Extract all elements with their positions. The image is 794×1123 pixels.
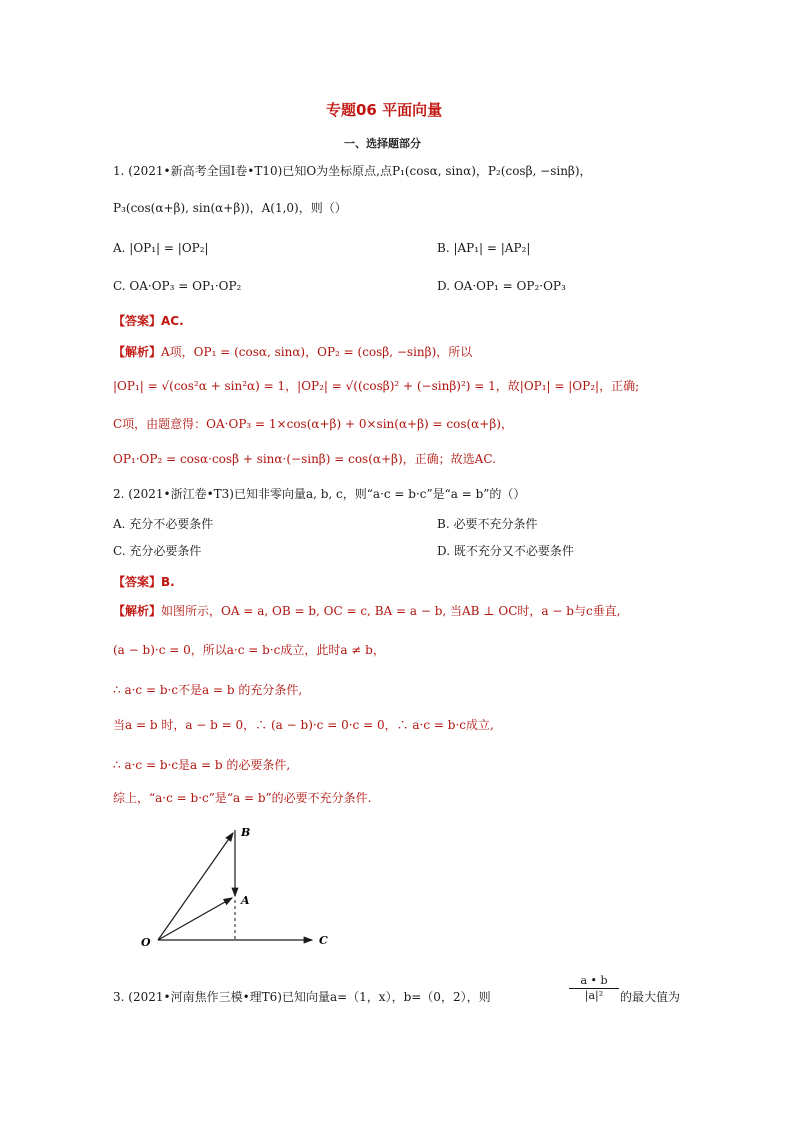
q1-solution-3: C项，由题意得：OA·OP₃ = 1×cos(α+β) + 0×sin(α+β) = cos(α+β)， xyxy=(113,417,513,431)
section-heading: 一、选择题部分 xyxy=(344,137,421,150)
q1-answer-label: 【答案】 xyxy=(113,314,162,328)
q2-answer-label: 【答案】 xyxy=(113,575,162,589)
q2-solution-3: ∴ a·c = b·c不是a = b 的充分条件, xyxy=(113,683,303,697)
q3-stem: 3. (2021•河南焦作三模•理T6)已知向量a=（1，x），b=（0，2），则 xyxy=(113,990,491,1004)
q2-analysis-line1 xyxy=(113,600,620,619)
q2-analysis-label: 【解析】 xyxy=(113,604,162,618)
q3-stem-end: 的最大值为 xyxy=(620,990,681,1004)
q1-stem-line2: P₃(cos(α+β), sin(α+β))，A(1,0)，则（） xyxy=(113,201,347,215)
q2-stem: 2. (2021•浙江卷•T3)已知非零向量a, b, c，则“a·c = b·c”是“a = b”的（） xyxy=(113,487,526,501)
q3-fraction-numerator: a • b xyxy=(569,974,619,989)
label-point-o: O xyxy=(141,936,151,949)
q3-fraction-denominator: |a|² xyxy=(584,989,604,1002)
q2-answer-value: B. xyxy=(161,575,175,589)
q1-option-d: D. OA·OP₁ = OP₂·OP₃ xyxy=(437,279,566,293)
q1-answer-value: AC. xyxy=(161,314,184,328)
page-title: 专题06 平面向量 xyxy=(326,101,443,119)
q1-solution-2: |OP₁| = √(cos²α + sin²α) = 1，|OP₂| = √((cosβ)² + (−sinβ)²) = 1，故|OP₁| = |OP₂|，正确; xyxy=(113,379,640,393)
q1-solution-4: OP₁·OP₂ = cosα·cosβ + sinα·(−sinβ) = cos(α+β)，正确；故选AC. xyxy=(113,452,496,466)
q1-analysis-label: 【解析】 xyxy=(113,345,162,359)
q1-option-a: A. |OP₁| = |OP₂| xyxy=(113,241,209,255)
q2-answer xyxy=(113,571,175,590)
q2-option-b: B. 必要不充分条件 xyxy=(437,517,538,531)
q1-stem-line1: 1. (2021•新高考全国Ⅰ卷•T10)已知O为坐标原点,点P₁(cosα, sinα)，P₂(cosβ, −sinβ)， xyxy=(113,164,592,178)
label-point-c: C xyxy=(319,934,328,947)
vector-figure xyxy=(135,818,355,958)
q2-solution-5: ∴ a·c = b·c是a = b 的必要条件, xyxy=(113,758,291,772)
label-point-a: A xyxy=(241,894,250,907)
q2-solution-6: 综上，“a·c = b·c”是“a = b”的必要不充分条件. xyxy=(113,791,372,805)
q2-option-c: C. 充分必要条件 xyxy=(113,544,202,558)
q2-solution-4: 当a = b 时，a − b = 0，∴ (a − b)·c = 0·c = 0，∴ a·c = b·c成立, xyxy=(113,718,494,732)
q3-fraction xyxy=(569,974,619,1003)
q2-option-d: D. 既不充分又不必要条件 xyxy=(437,544,574,558)
vector-ob xyxy=(158,833,233,940)
q2-option-a: A. 充分不必要条件 xyxy=(113,517,214,531)
q1-answer xyxy=(113,310,184,329)
q1-solution-1: A项，OP₁ = (cosα, sinα)，OP₂ = (cosβ, −sinβ)，所以 xyxy=(161,345,473,359)
label-point-b: B xyxy=(241,826,251,839)
q2-solution-2: (a − b)·c = 0，所以a·c = b·c成立，此时a ≠ b， xyxy=(113,643,385,657)
q1-analysis-line1 xyxy=(113,341,472,360)
vector-oa xyxy=(158,898,232,940)
q1-option-b: B. |AP₁| = |AP₂| xyxy=(437,241,531,255)
q2-solution-1: 如图所示，OA = a, OB = b, OC = c, BA = a − b, 当AB ⊥ OC时，a − b与c垂直, xyxy=(161,604,621,618)
q1-option-c: C. OA·OP₃ = OP₁·OP₂ xyxy=(113,279,242,293)
